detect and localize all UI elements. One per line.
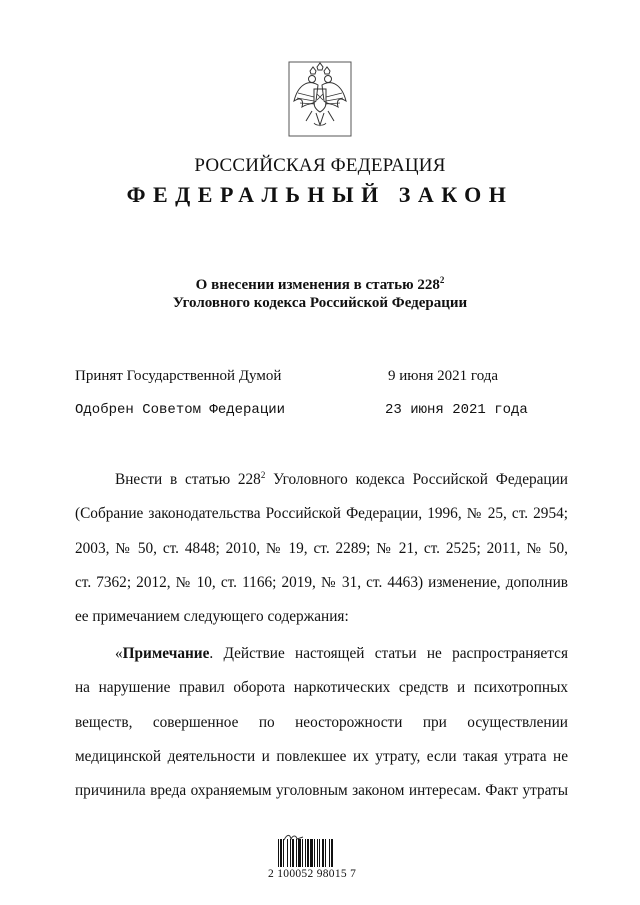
- body-paragraph-1-line-5: ее примечанием следующего содержания:: [75, 608, 349, 625]
- body-text: Уголовного кодекса Российской Федерации: [265, 471, 568, 488]
- body-paragraph-2-line-4: медицинской деятельности и повлекшее их утрату, если такая утрата не: [75, 748, 568, 765]
- body-paragraph-2-line-2: на нарушение правил оборота наркотических средств и психотропных: [75, 679, 568, 696]
- barcode-icon: [278, 839, 364, 867]
- council-approval-date: 23 июня 2021 года: [385, 402, 528, 418]
- body-paragraph-2-line-3: веществ, совершенное по неосторожности при осуществлении: [75, 714, 568, 731]
- article-superscript: 2: [260, 469, 266, 480]
- body-paragraph-1-line-3: 2003, № 50, ст. 4848; 2010, № 19, ст. 2289; № 21, ст. 2525; 2011, № 50,: [75, 540, 568, 557]
- body-paragraph-1-line-4: ст. 7362; 2012, № 10, ст. 1166; 2019, № 31, ст. 4463) изменение, дополнив: [75, 574, 568, 591]
- body-paragraph-1-line-1: [115, 471, 568, 489]
- article-superscript: 2: [439, 275, 445, 285]
- law-title-text: О внесении изменения в статью 228: [195, 277, 440, 293]
- law-title-line-2: Уголовного кодекса Российской Федерации: [172, 295, 468, 311]
- law-type-heading: ФЕДЕРАЛЬНЫЙ ЗАКОН: [126, 182, 514, 207]
- note-heading: Примечание: [122, 645, 210, 662]
- body-paragraph-1-line-2: (Собрание законодательства Российской Федерации, 1996, № 25, ст. 2954;: [75, 505, 568, 522]
- body-paragraph-2-line-5: причинила вреда охраняемым уголовным законом интересам. Факт утраты: [75, 782, 568, 799]
- double-headed-eagle-icon: [288, 61, 352, 137]
- country-heading: РОССИЙСКАЯ ФЕДЕРАЦИЯ: [194, 155, 446, 176]
- body-text: Внести в статью 228: [115, 471, 261, 488]
- duma-adoption-label: Принят Государственной Думой: [75, 368, 282, 384]
- law-title-line-1: [0, 277, 640, 294]
- handwritten-mark: [283, 829, 305, 839]
- body-text: . Действие настоящей статьи не распространяется: [209, 645, 568, 662]
- body-paragraph-2-line-1: [115, 645, 568, 663]
- barcode-number: 2 100052 98015 7: [268, 868, 357, 880]
- barcode: [278, 839, 364, 867]
- duma-adoption-date: 9 июня 2021 года: [388, 368, 499, 384]
- quote-mark: «: [115, 645, 123, 662]
- council-approval-label: Одобрен Советом Федерации: [75, 402, 286, 418]
- coat-of-arms-emblem: [288, 61, 352, 137]
